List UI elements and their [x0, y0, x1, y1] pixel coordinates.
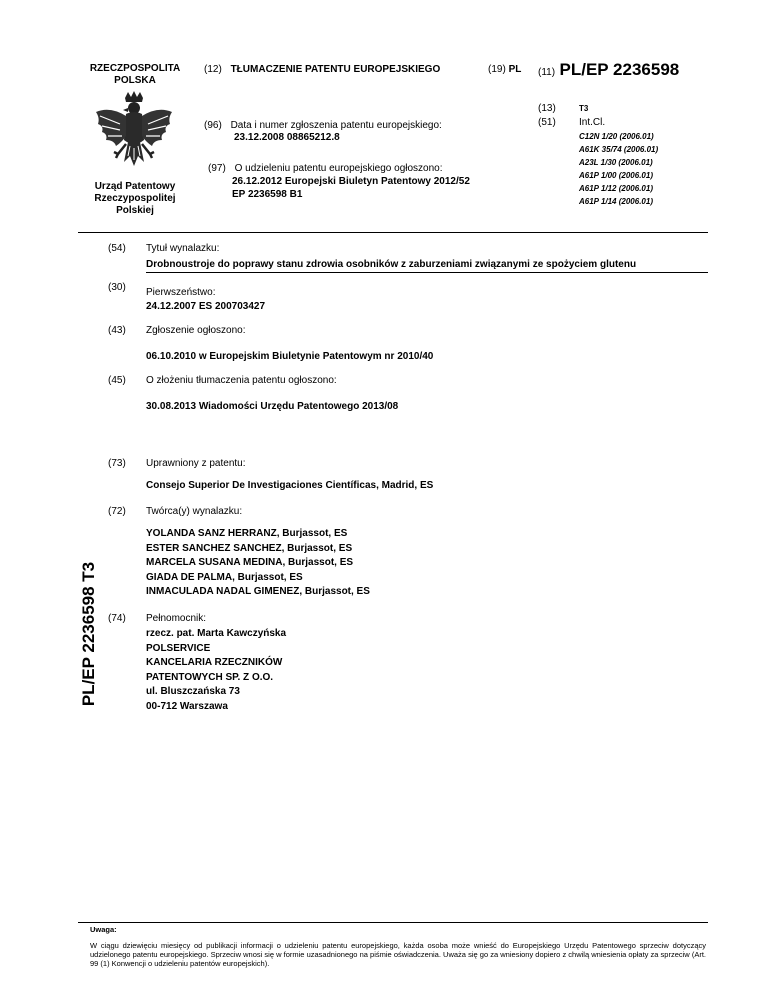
- publication-value: 06.10.2010 w Europejskim Biuletynie Patentowym nr 2010/40: [146, 351, 434, 362]
- inventor: GIADA DE PALMA, Burjassot, ES: [146, 571, 303, 583]
- note-title: Uwaga:: [90, 925, 117, 934]
- inventor: ESTER SANCHEZ SANCHEZ, Burjassot, ES: [146, 542, 353, 554]
- attorney-line: ul. Bluszczańska 73: [146, 686, 240, 697]
- country-line-2: POLSKA: [114, 75, 156, 86]
- kind-code: T3: [579, 104, 589, 113]
- polish-eagle-emblem-icon: [90, 90, 178, 178]
- note-separator: [78, 922, 708, 923]
- field-54-code: (54): [108, 243, 126, 254]
- office-line-3: Polskiej: [116, 205, 154, 216]
- proprietor-value: Consejo Superior De Investigaciones Científicas, Madrid, ES: [146, 480, 434, 491]
- application-number: 23.12.2008 08865212.8: [234, 132, 340, 143]
- translation-label: O złożeniu tłumaczenia patentu ogłoszono:: [146, 375, 337, 386]
- country-name: [70, 63, 200, 87]
- office-line-1: Urząd Patentowy: [94, 181, 176, 192]
- ipc-class: A61K 35/74 (2006.01): [579, 145, 659, 154]
- side-patent-label: PL/EP 2236598 T3: [79, 561, 98, 707]
- inventor-list: [146, 527, 370, 600]
- publication-label: Zgłoszenie ogłoszono:: [146, 325, 246, 336]
- field-30-code: (30): [108, 282, 126, 293]
- ipc-class: C12N 1/20 (2006.01): [579, 132, 654, 141]
- attorney-line: KANCELARIA RZECZNIKÓW: [146, 657, 283, 668]
- grant-bulletin: 26.12.2012 Europejski Biuletyn Patentowy 2012/52: [232, 176, 470, 187]
- field-74-code: (74): [108, 613, 126, 624]
- ep-number: EP 2236598 B1: [232, 189, 303, 200]
- field-73-code: (73): [108, 458, 126, 469]
- ipc-class: A61P 1/14 (2006.01): [579, 197, 653, 206]
- field-96-label: Data i numer zgłoszenia patentu europejskiego:: [230, 120, 442, 131]
- country-line-1: RZECZPOSPOLITA: [89, 63, 181, 74]
- field-51-code: (51): [538, 117, 556, 128]
- header-separator: [78, 232, 708, 233]
- field-72-code: (72): [108, 506, 126, 517]
- attorney-line: PATENTOWYCH SP. Z O.O.: [146, 671, 274, 683]
- priority-label: Pierwszeństwo:: [146, 287, 216, 298]
- field-19: [488, 64, 521, 75]
- ipc-class: A61P 1/00 (2006.01): [579, 171, 653, 180]
- country-code: PL: [508, 64, 522, 75]
- office-line-2: Rzeczypospolitej: [94, 193, 176, 204]
- field-11: [538, 60, 679, 80]
- translation-value: 30.08.2013 Wiadomości Urzędu Patentowego 2013/08: [146, 401, 399, 412]
- field-96: [204, 120, 442, 144]
- attorney-line: POLSERVICE: [146, 642, 211, 654]
- attorney-label: Pełnomocnik:: [146, 613, 207, 624]
- field-97: [208, 162, 470, 201]
- field-43-code: (43): [108, 325, 126, 336]
- ipc-class-list: [579, 130, 658, 208]
- field-96-code: (96): [204, 120, 222, 131]
- patent-office-name: [55, 181, 215, 217]
- attorney-details: [146, 627, 286, 714]
- int-cl-label: Int.Cl.: [579, 117, 606, 128]
- note-text: W ciągu dziewięciu miesięcy od publikacji informacji o udzieleniu patentu europejskiego, każda osoba może wnieść do Europejskiego Urzędu Patentowego sprzeciw dotyczący udzielonego patentu europejskiego. Sprzeciw wnosi się w formie uzasadnionego na piśmie oświadczenia. Uważa się go za wniesiony dopiero z chwilą wniesienia opłaty za sprzeciw (Art. 99 (1) Konwencji o udzieleniu patentów europejskich).: [90, 941, 706, 968]
- field-97-label: O udzieleniu patentu europejskiego ogłoszono:: [234, 163, 443, 174]
- inventor: YOLANDA SANZ HERRANZ, Burjassot, ES: [146, 528, 348, 539]
- inventor: INMACULADA NADAL GIMENEZ, Burjassot, ES: [146, 586, 370, 597]
- field-97-code: (97): [208, 163, 226, 174]
- document-type: TŁUMACZENIE PATENTU EUROPEJSKIEGO: [230, 64, 441, 75]
- field-19-code: (19): [488, 64, 506, 75]
- ipc-class: A23L 1/30 (2006.01): [579, 158, 653, 167]
- field-12: [204, 64, 440, 75]
- priority-value: 24.12.2007 ES 200703427: [146, 301, 265, 312]
- field-12-code: (12): [204, 64, 222, 75]
- attorney-line: rzecz. pat. Marta Kawczyńska: [146, 628, 287, 639]
- inventor: MARCELA SUSANA MEDINA, Burjassot, ES: [146, 557, 354, 568]
- invention-title: Drobnoustroje do poprawy stanu zdrowia osobników z zaburzeniami związanymi ze spożyciem glutenu: [146, 259, 637, 270]
- field-45-code: (45): [108, 375, 126, 386]
- attorney-line: 00-712 Warszawa: [146, 700, 228, 712]
- inventors-label: Twórca(y) wynalazku:: [146, 506, 243, 517]
- title-separator: [146, 272, 708, 273]
- title-label: Tytuł wynalazku:: [146, 243, 220, 254]
- proprietor-label: Uprawniony z patentu:: [146, 458, 246, 469]
- ipc-class: A61P 1/12 (2006.01): [579, 184, 653, 193]
- field-13-code: (13): [538, 103, 556, 114]
- patent-number: PL/EP 2236598: [559, 60, 680, 79]
- field-11-code: (11): [538, 67, 556, 78]
